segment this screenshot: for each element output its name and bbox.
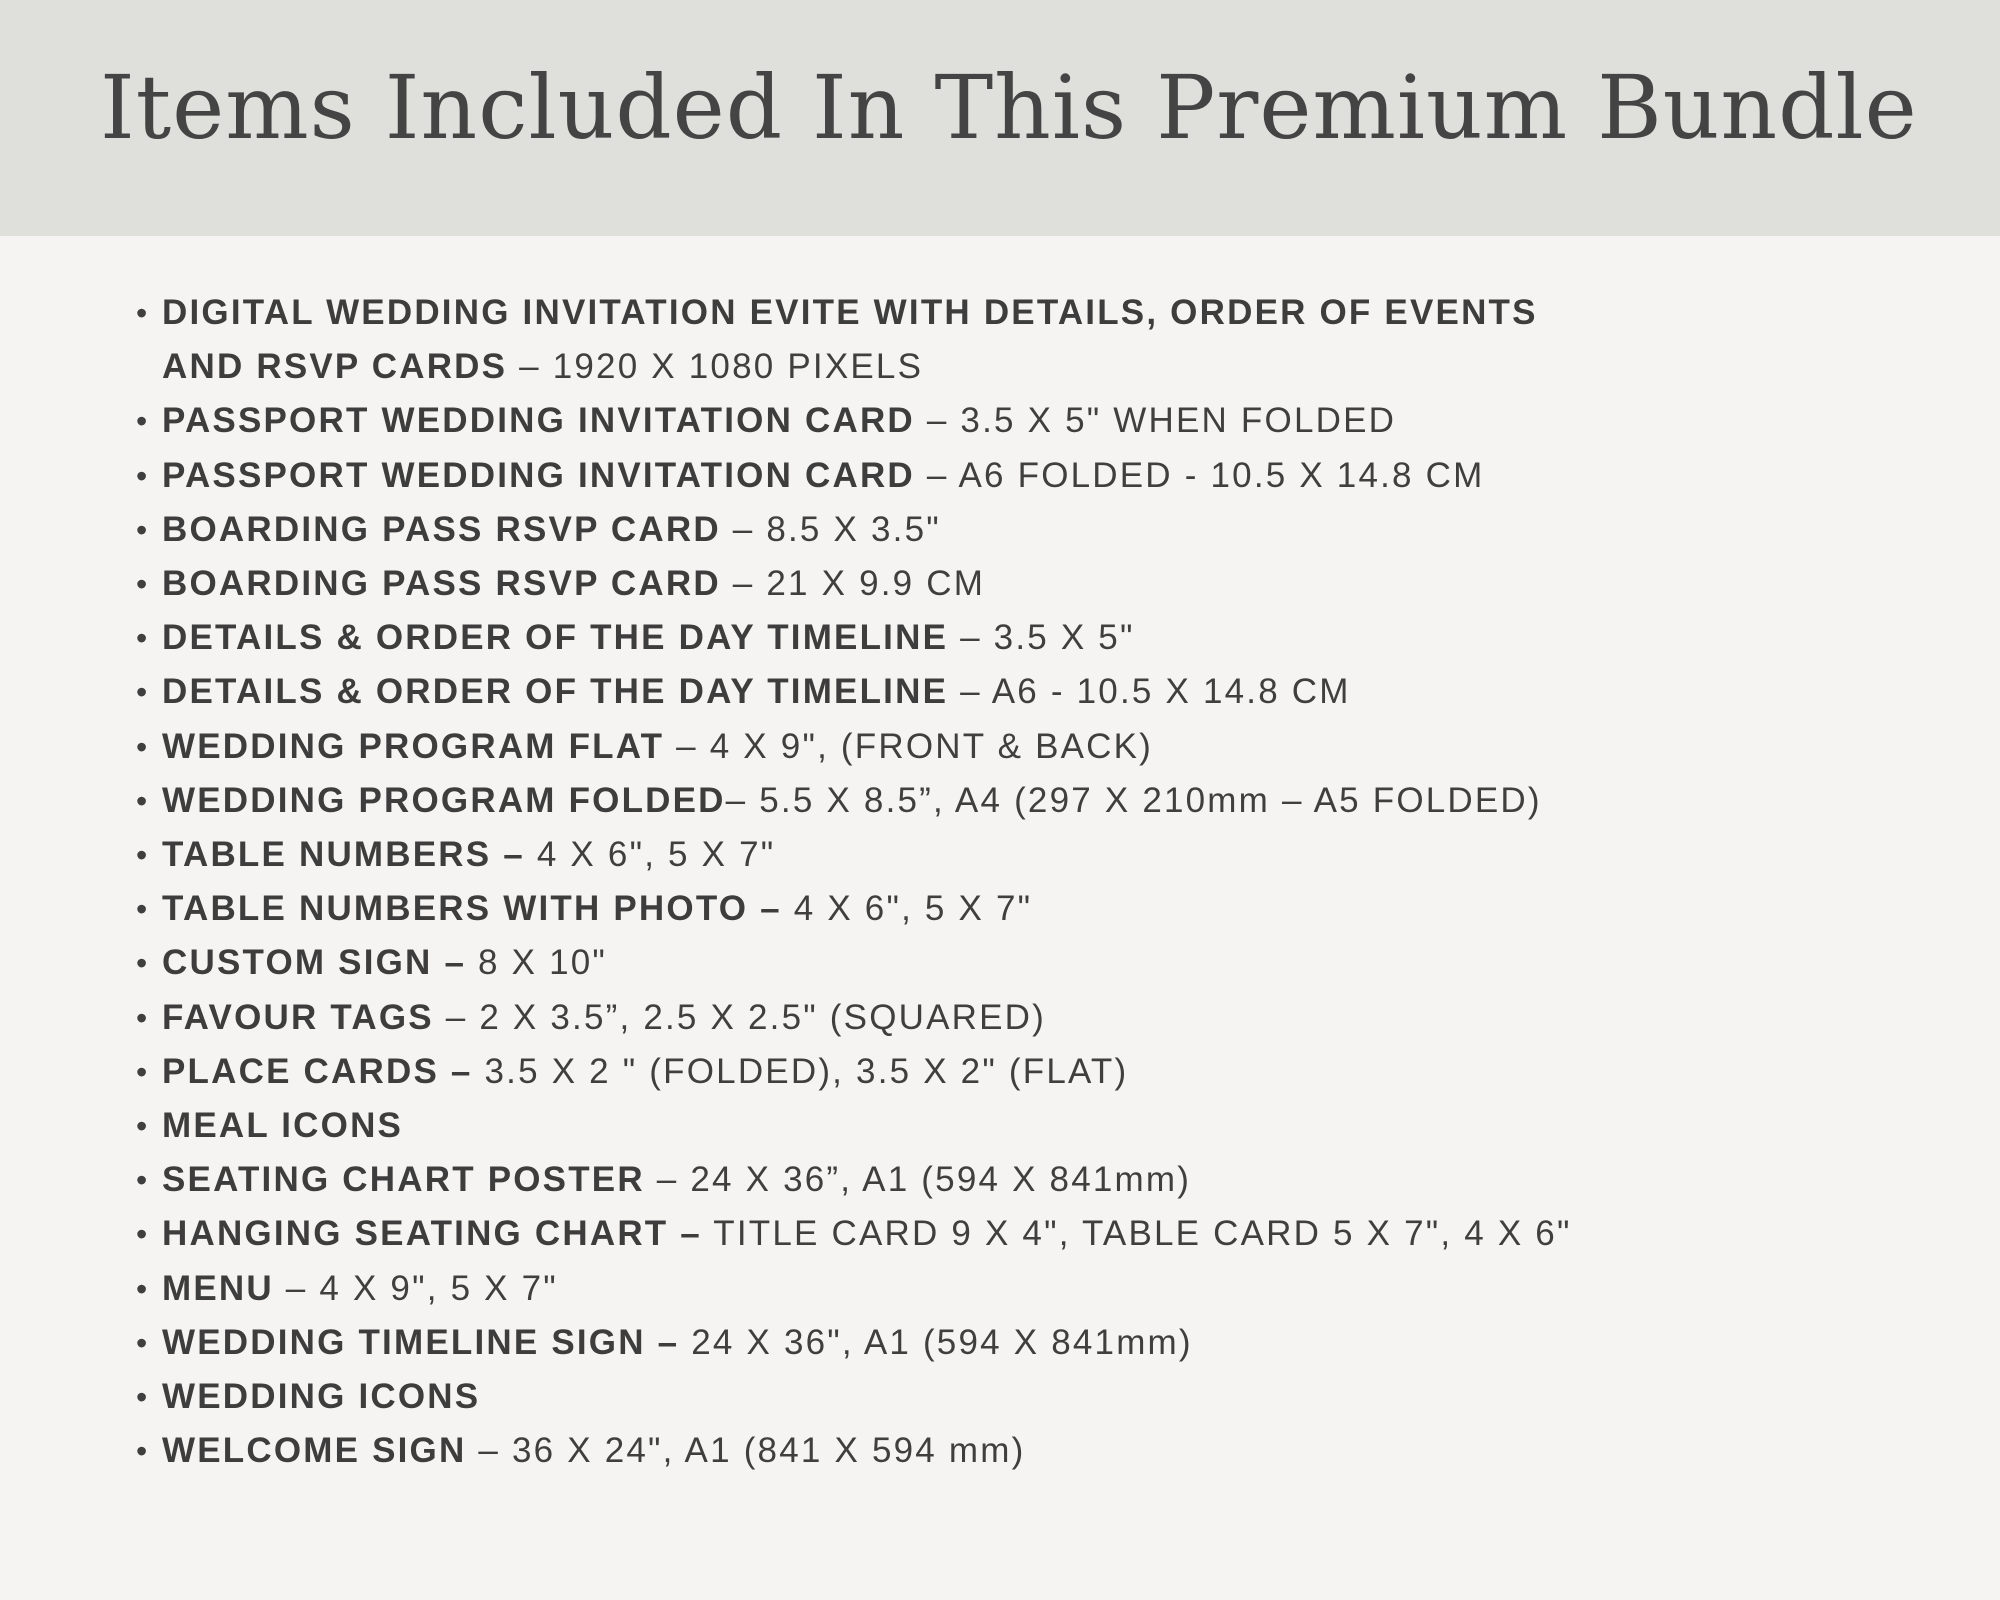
item-name: DETAILS & ORDER OF THE DAY TIMELINE <box>162 618 949 658</box>
bullet: • <box>136 457 148 494</box>
bullet: • <box>136 620 148 657</box>
item-name: WEDDING ICONS <box>162 1377 481 1417</box>
list-item <box>136 1099 1916 1153</box>
bundle-items-list <box>136 286 1916 1478</box>
item-content <box>162 1262 1916 1316</box>
item-name: MENU <box>162 1268 274 1308</box>
item-name: DIGITAL WEDDING INVITATION EVITE WITH DETAILS, ORDER OF EVENTS <box>162 293 1538 332</box>
list-item <box>136 1370 1916 1424</box>
list-item <box>136 286 1916 394</box>
list-item <box>136 1262 1916 1316</box>
item-name: PASSPORT WEDDING INVITATION CARD <box>162 455 915 495</box>
item-content <box>162 1316 1916 1370</box>
item-detail: – 2 X 3.5”, 2.5 X 2.5" (SQUARED) <box>433 997 1046 1037</box>
item-name: PLACE CARDS – <box>162 1051 473 1091</box>
item-content <box>162 936 1916 990</box>
bullet: • <box>136 1379 148 1416</box>
item-content <box>162 557 1916 611</box>
item-content <box>162 720 1916 774</box>
item-detail: 8 X 10" <box>466 943 608 983</box>
list-item <box>136 557 1916 611</box>
item-content <box>162 828 1916 882</box>
item-detail: 3.5 X 2 " (FOLDED), 3.5 X 2" (FLAT) <box>472 1051 1129 1091</box>
bullet: • <box>136 403 148 440</box>
list-item <box>136 882 1916 936</box>
bullet: • <box>136 728 148 765</box>
bullet: • <box>136 674 148 711</box>
item-content <box>162 1370 1916 1424</box>
item-name: SEATING CHART POSTER <box>162 1160 645 1200</box>
item-detail: – 4 X 9", (FRONT & BACK) <box>664 726 1154 766</box>
bullet: • <box>136 999 148 1036</box>
list-item <box>136 720 1916 774</box>
item-name: HANGING SEATING CHART – <box>162 1214 702 1254</box>
item-detail: – 3.5 X 5" WHEN FOLDED <box>914 401 1397 441</box>
bullet: • <box>136 295 148 331</box>
item-name: FAVOUR TAGS <box>162 997 434 1037</box>
item-name: TABLE NUMBERS WITH PHOTO – <box>162 889 782 929</box>
item-name: DETAILS & ORDER OF THE DAY TIMELINE <box>162 672 949 712</box>
item-detail: – 5.5 X 8.5”, A4 (297 X 210mm – A5 FOLDED) <box>725 780 1542 820</box>
item-detail: – 24 X 36”, A1 (594 X 841mm) <box>644 1160 1192 1200</box>
item-detail: – 3.5 X 5" <box>948 618 1135 658</box>
list-item <box>136 394 1916 448</box>
list-item <box>136 665 1916 719</box>
list-item <box>136 503 1916 557</box>
item-detail: – 1920 X 1080 PIXELS <box>507 347 924 387</box>
item-name: WEDDING PROGRAM FLAT <box>162 726 665 766</box>
list-item <box>136 1316 1916 1370</box>
bullet: • <box>136 837 148 874</box>
item-detail: TITLE CARD 9 X 4", TABLE CARD 5 X 7", 4 X 6" <box>701 1214 1572 1254</box>
list-item <box>136 1424 1916 1478</box>
item-content <box>162 503 1916 557</box>
item-detail: – A6 - 10.5 X 14.8 CM <box>948 672 1351 712</box>
item-name-line2: AND RSVP CARDS <box>162 347 508 387</box>
bullet: • <box>136 511 148 548</box>
item-detail: 24 X 36", A1 (594 X 841mm) <box>679 1322 1193 1362</box>
bullet: • <box>136 782 148 819</box>
item-content <box>162 286 1916 394</box>
item-detail: 4 X 6", 5 X 7" <box>524 835 776 875</box>
item-name: MEAL ICONS <box>162 1106 404 1146</box>
list-item <box>136 828 1916 882</box>
item-content <box>162 882 1916 936</box>
list-item <box>136 936 1916 990</box>
item-content <box>162 665 1916 719</box>
bullet: • <box>136 1053 148 1090</box>
item-content <box>162 1153 1916 1207</box>
item-detail: 4 X 6", 5 X 7" <box>781 889 1033 929</box>
item-content <box>162 1424 1916 1478</box>
item-detail: – 21 X 9.9 CM <box>720 564 986 604</box>
item-detail: – 8.5 X 3.5" <box>720 509 941 549</box>
item-content <box>162 1207 1916 1261</box>
item-content <box>162 449 1916 503</box>
header-band <box>0 0 2000 236</box>
item-detail: – A6 FOLDED - 10.5 X 14.8 CM <box>914 455 1485 495</box>
item-name: WEDDING PROGRAM FOLDED <box>162 780 726 820</box>
list-item <box>136 774 1916 828</box>
item-detail: – 36 X 24", A1 (841 X 594 mm) <box>466 1431 1026 1471</box>
list-item <box>136 449 1916 503</box>
bullet: • <box>136 1433 148 1470</box>
item-name: BOARDING PASS RSVP CARD <box>162 564 721 604</box>
bullet: • <box>136 945 148 982</box>
list-item <box>136 1207 1916 1261</box>
item-content <box>162 611 1916 665</box>
item-name: PASSPORT WEDDING INVITATION CARD <box>162 401 915 441</box>
item-content <box>162 991 1916 1045</box>
item-name: WELCOME SIGN <box>162 1431 467 1471</box>
bullet: • <box>136 1162 148 1199</box>
item-content <box>162 1045 1916 1099</box>
list-item <box>136 1153 1916 1207</box>
list-item <box>136 991 1916 1045</box>
bullet: • <box>136 1270 148 1307</box>
item-name: BOARDING PASS RSVP CARD <box>162 509 721 549</box>
item-content <box>162 1099 1916 1153</box>
bullet: • <box>136 1108 148 1145</box>
item-detail: – 4 X 9", 5 X 7" <box>273 1268 558 1308</box>
item-name: TABLE NUMBERS – <box>162 835 525 875</box>
bullet: • <box>136 891 148 928</box>
bullet: • <box>136 1216 148 1253</box>
list-item <box>136 1045 1916 1099</box>
list-item <box>136 611 1916 665</box>
page-title: Items Included In This Premium Bundle <box>100 56 1918 159</box>
bullet: • <box>136 1324 148 1361</box>
item-name: CUSTOM SIGN – <box>162 943 467 983</box>
item-second-line <box>162 340 1916 394</box>
item-content <box>162 394 1916 448</box>
item-content <box>162 774 1916 828</box>
bullet: • <box>136 566 148 603</box>
item-name: WEDDING TIMELINE SIGN – <box>162 1322 680 1362</box>
